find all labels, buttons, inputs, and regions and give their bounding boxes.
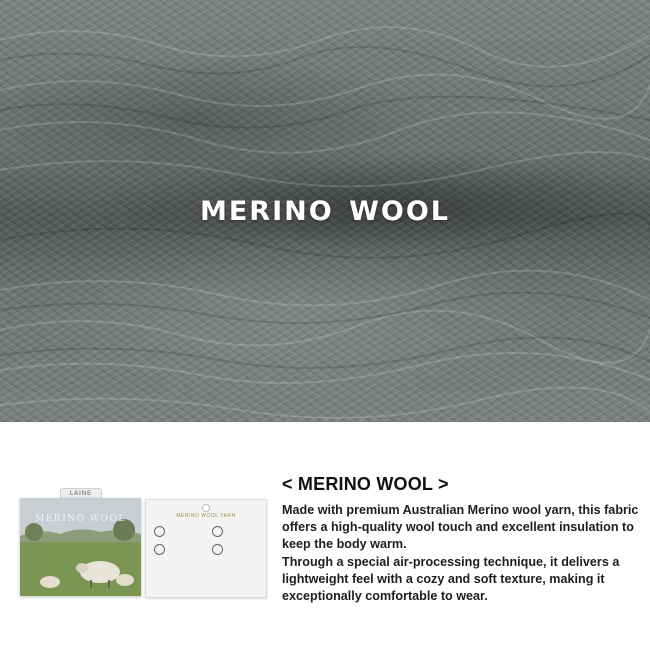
warmth-icon bbox=[212, 544, 223, 555]
sheep-pasture-image bbox=[20, 498, 141, 596]
care-item-2 bbox=[212, 526, 259, 537]
tag-hole bbox=[202, 504, 210, 512]
feather-icon bbox=[212, 526, 223, 537]
merino-tag-sheep bbox=[20, 498, 141, 596]
tag-brand-label: LAINE bbox=[60, 488, 102, 500]
care-item-1 bbox=[154, 526, 201, 537]
hero-title: MERINO WOOL bbox=[200, 196, 450, 227]
care-item-3 bbox=[154, 544, 201, 555]
wool-icon bbox=[154, 526, 165, 537]
description-body bbox=[282, 502, 642, 605]
description-paragraph-1: Made with premium Australian Merino wool yarn, this fabric offers a high-quality wool touch and excellent insulation to keep the body warm. bbox=[282, 503, 639, 552]
care-tag-title: MERINO WOOL YARN bbox=[176, 513, 236, 519]
care-item-4 bbox=[212, 544, 259, 555]
merino-care-tag bbox=[145, 499, 267, 598]
description-paragraph-2: Through a special air-processing technique, it delivers a lightweight feel with a cozy and soft texture, making it exceptionally comfortable to wear. bbox=[282, 554, 620, 604]
tag-label-text: MERINO WOOL bbox=[35, 514, 126, 524]
section-heading: < MERINO WOOL > bbox=[282, 474, 449, 494]
hand-icon bbox=[154, 544, 165, 555]
